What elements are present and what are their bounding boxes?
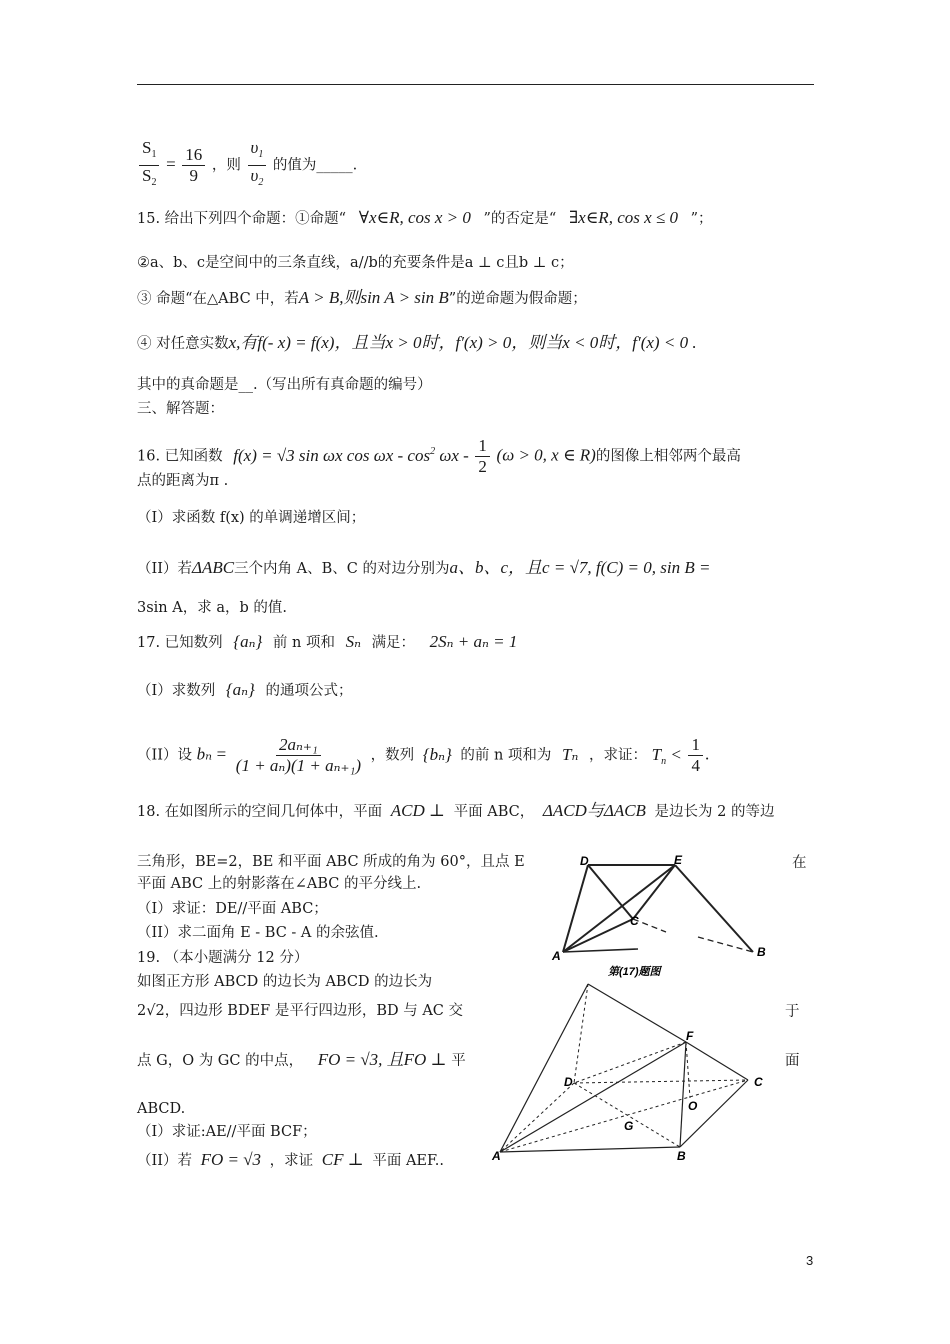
q18-stem2: 三角形，BE=2，BE 和平面 ABC 所成的角为 60°，且点 E — [137, 854, 525, 870]
edge-ab — [563, 949, 638, 952]
label-f: F — [686, 1029, 694, 1043]
ratio-16-9: $\frac{16}{9}$ — [182, 145, 205, 186]
q18-part2: （II）求二面角 E - BC - A 的余弦值. — [137, 925, 379, 941]
edge-ab — [500, 1147, 680, 1152]
q17-part2: （II）设 bₙ = $\frac{\text{2aₙ₊₁}}{\text{(1 + aₙ)(1 + aₙ₊₁)}}$ ，数列 {bₙ} 的前 n 项和为 Tₙ ，求证： $T_n$ < $\frac{1}{4}$ . — [137, 735, 710, 775]
q19-stem2-right: 于 — [785, 1004, 800, 1020]
q16-part2b: 3sin A，求 a，b 的值. — [137, 600, 287, 616]
edge-fc — [686, 1042, 748, 1080]
label-a: A — [552, 949, 561, 963]
frac-quarter: $\frac{1}{4}$ — [688, 735, 703, 776]
label-c: C — [754, 1075, 763, 1089]
edge-af — [500, 1042, 686, 1152]
ratio-s1-s2: $\frac{S_1}{S_2}$ — [139, 138, 159, 193]
edge-eb — [675, 865, 753, 952]
edge-ea — [500, 984, 588, 1152]
edge-da — [563, 865, 588, 952]
q15-ask: 其中的真命题是__.（写出所有真命题的编号） — [137, 377, 432, 393]
section-title: 三、解答题： — [137, 401, 224, 417]
header-rule — [137, 84, 814, 85]
q19-stem4: ABCD. — [137, 1101, 186, 1117]
edge-ed — [574, 984, 588, 1083]
q19-part1: （I）求证:AE//平面 BCF； — [137, 1124, 317, 1140]
page-number: 3 — [806, 1253, 814, 1268]
q18-figure — [548, 852, 788, 982]
q14-tail: $\frac{S_1}{S_2}$ = $\frac{16}{9}$ ，则 $\frac{\upsilon_1}{\upsilon_2}$ 的值为_____. — [137, 138, 357, 193]
q15-prop3: ③ 命题“在△ABC 中，若A > B,则sin A > sin B”的逆命题为假命题； — [137, 288, 587, 307]
bn-fraction: $\frac{\text{2aₙ₊₁}}{\text{(1 + aₙ)(1 + aₙ₊₁)}}$ — [235, 735, 362, 775]
edge-dc — [574, 1080, 748, 1083]
label-e: E — [674, 853, 683, 867]
q18-stem3: 平面 ABC 上的射影落在∠ABC 的平分线上. — [137, 876, 422, 892]
q16-stem2: 点的距离为π . — [137, 473, 229, 489]
q15-prop2: ②a、b、c是空间中的三条直线，a//b的充要条件是a ⊥ c且b ⊥ c； — [137, 255, 574, 271]
q19-stem3: 点 G，O 为 GC 的中点， FO = √3, 且FO ⊥ 平 — [137, 1050, 466, 1069]
label-c: C — [630, 914, 639, 928]
q19-stem1: 如图正方形 ABCD 的边长为 ABCD 的边长为 — [137, 974, 433, 990]
label-a: A — [492, 1149, 501, 1163]
fig17-caption: 第(17)题图 — [608, 966, 661, 978]
edge-fo — [686, 1042, 690, 1098]
label-d: D — [564, 1075, 573, 1089]
q18-part1: （I）求证：DE//平面 ABC； — [137, 901, 328, 917]
edge-cb-dashed2 — [698, 937, 753, 952]
edge-fd — [574, 1042, 686, 1083]
ratio-v1-v2: $\frac{\upsilon_1}{\upsilon_2}$ — [248, 138, 267, 193]
q19-part2: （II）若 FO = √3 ，求证 CF ⊥ 平面 AEF.. — [137, 1150, 445, 1169]
q18-stem: 18. 在如图所示的空间几何体中，平面 ACD ⊥ 平面 ABC， ΔACD与ΔACB 是边长为 2 的等边 — [137, 801, 775, 820]
edge-ef — [588, 984, 686, 1042]
q18-stem2-right: 在 — [792, 855, 807, 871]
q15-prop4: ④ 对任意实数x,有f(- x) = f(x)，且当x > 0时，f′(x) > 0，则当x < 0时，f′(x) < 0 . — [137, 333, 697, 352]
label-d: D — [580, 854, 589, 868]
edge-dc — [588, 865, 633, 919]
q16-part1: （I）求函数 f(x) 的单调递增区间； — [137, 510, 366, 526]
q17-stem: 17. 已知数列 {aₙ} 前 n 项和 Sₙ 满足： 2Sₙ + aₙ = 1 — [137, 632, 518, 651]
q19-figure — [490, 980, 780, 1165]
label-g: G — [624, 1119, 634, 1133]
label-b: B — [677, 1149, 686, 1163]
edge-fb — [680, 1042, 686, 1147]
q17-part1: （I）求数列 {aₙ} 的通项公式； — [137, 680, 353, 699]
q16-part2: （II）若ΔABC三个内角 A、B、C 的对边分别为a、b、c，且c = √7, f(C) = 0, sin B = — [137, 558, 711, 577]
q16-stem: 16. 已知函数 f(x) = √3 sin ωx cos ωx - $\cos^2 \omega x$ - $\frac{1}{2}$ (ω > 0, x ∈ R)的图像上相邻两个最高 — [137, 436, 741, 476]
label-o: O — [688, 1099, 698, 1113]
q19-stem2: 2√2，四边形 BDEF 是平行四边形，BD 与 AC 交 — [137, 1003, 464, 1019]
q15-line1: 15. 给出下列四个命题：①命题“ ∀x∈R, cos x > 0 ”的否定是“ ∃x∈R, cos x ≤ 0 ”； — [137, 208, 713, 227]
q19-title: 19. （本小题满分 12 分） — [137, 950, 309, 966]
edge-ae — [563, 865, 675, 952]
q19-stem3-right: 面 — [785, 1053, 800, 1069]
label-b: B — [757, 945, 766, 959]
frac-half: $\frac{1}{2}$ — [475, 436, 490, 477]
